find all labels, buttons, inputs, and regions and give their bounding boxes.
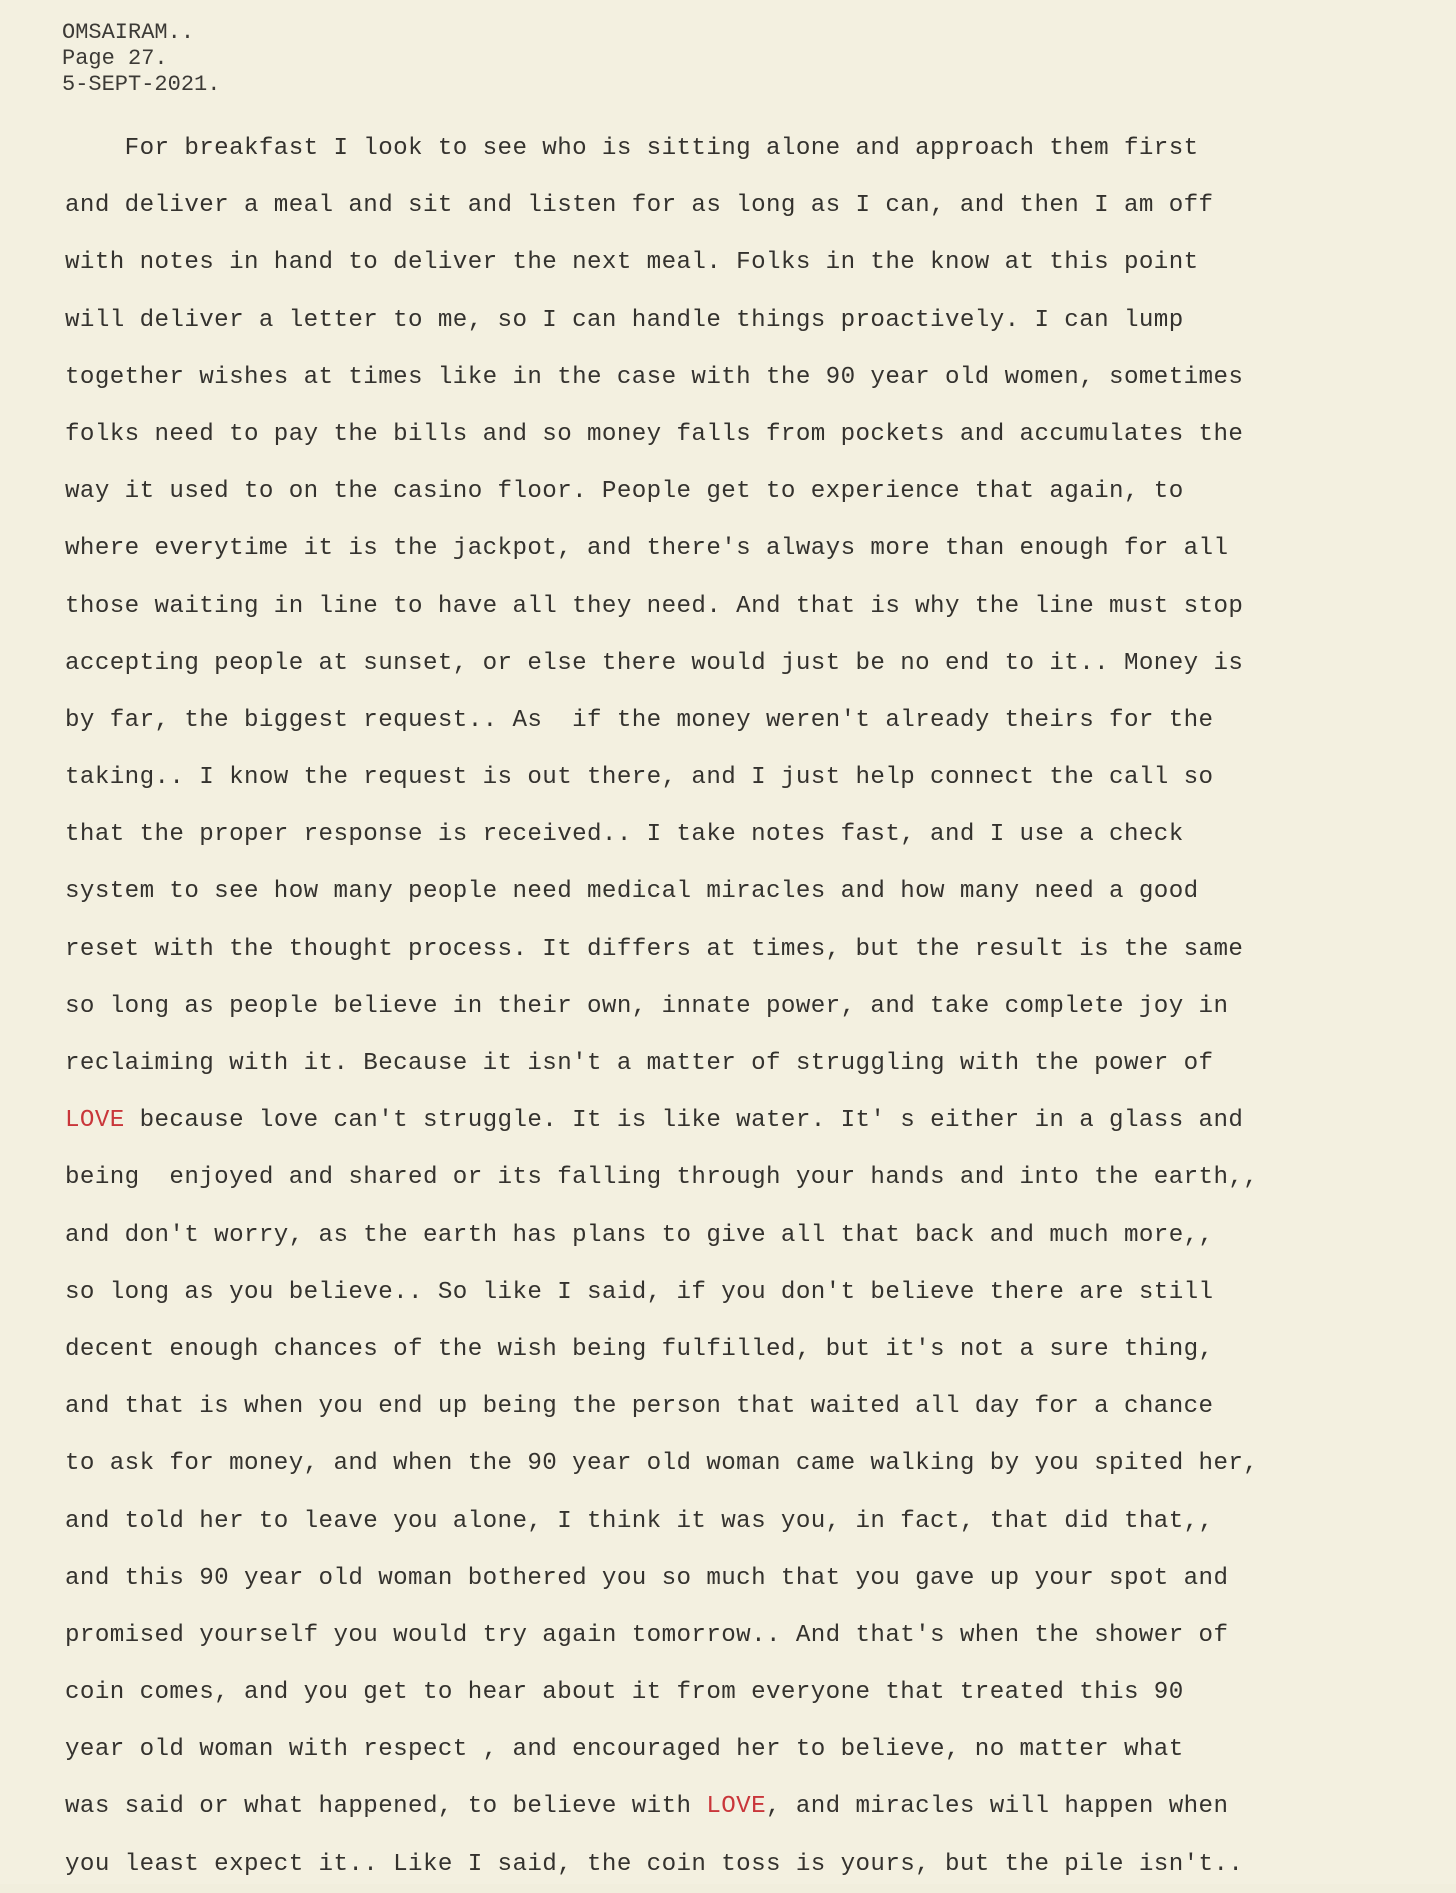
text-line: that the proper response is received.. I take notes fast, and I use a check bbox=[65, 821, 1184, 849]
text-line: by far, the biggest request.. As if the money weren't already theirs for the bbox=[65, 706, 1214, 734]
text-line: taking.. I know the request is out there, and I just help connect the call so bbox=[65, 764, 1214, 792]
text-line: to ask for money, and when the 90 year old woman came walking by you spited her, bbox=[65, 1450, 1259, 1478]
text-line: being enjoyed and shared or its falling through your hands and into the earth,, bbox=[65, 1164, 1259, 1192]
text-line: and this 90 year old woman bothered you so much that you gave up your spot and bbox=[65, 1564, 1229, 1592]
header-page-number: Page 27. bbox=[62, 46, 168, 71]
text-line: and don't worry, as the earth has plans to give all that back and much more,, bbox=[65, 1221, 1214, 1249]
text-line: year old woman with respect , and encouraged her to believe, no matter what bbox=[65, 1736, 1184, 1764]
text-line: together wishes at times like in the case with the 90 year old women, sometimes bbox=[65, 363, 1244, 391]
text-segment: , and miracles will happen when bbox=[766, 1793, 1229, 1821]
text-line: where everytime it is the jackpot, and there's always more than enough for all bbox=[65, 535, 1229, 563]
text-line: reclaiming with it. Because it isn't a matter of struggling with the power of bbox=[65, 1050, 1214, 1077]
text-line: so long as you believe.. So like I said, if you don't believe there are still bbox=[65, 1278, 1214, 1306]
text-line: promised yourself you would try again tomorrow.. And that's when the shower of bbox=[65, 1621, 1229, 1649]
text-line: decent enough chances of the wish being fulfilled, but it's not a sure thing, bbox=[65, 1335, 1214, 1363]
text-line-love bbox=[65, 1778, 1415, 1835]
header-omsairam: OMSAIRAM.. bbox=[62, 20, 195, 45]
text-segment: was said or what happened, to believe with bbox=[65, 1793, 707, 1821]
love-highlight: LOVE bbox=[65, 1107, 125, 1135]
text-line: accepting people at sunset, or else there would just be no end to it.. Money is bbox=[65, 649, 1244, 677]
text-line: and that is when you end up being the person that waited all day for a chance bbox=[65, 1393, 1214, 1421]
page-header bbox=[62, 20, 220, 98]
text-line: so long as people believe in their own, innate power, and take complete joy in bbox=[65, 992, 1229, 1020]
text-line: coin comes, and you get to hear about it from everyone that treated this 90 bbox=[65, 1679, 1184, 1707]
text-line-love bbox=[65, 1092, 1415, 1149]
text-line: will deliver a letter to me, so I can handle things proactively. I can lump bbox=[65, 306, 1184, 334]
text-line: with notes in hand to deliver the next meal. Folks in the know at this point bbox=[65, 249, 1199, 277]
text-line: those waiting in line to have all they need. And that is why the line must stop bbox=[65, 592, 1244, 620]
text-line: system to see how many people need medical miracles and how many need a good bbox=[65, 878, 1199, 906]
love-highlight: LOVE bbox=[706, 1793, 767, 1821]
text-segment: because love can't struggle. It is like water. It' s either in a glass and bbox=[124, 1107, 1244, 1135]
text-line: folks need to pay the bills and so money falls from pockets and accumulates the bbox=[65, 420, 1244, 448]
text-line: For breakfast I look to see who is sitting alone and approach them first bbox=[65, 135, 1199, 162]
header-date: 5-SEPT-2021. bbox=[62, 72, 221, 97]
text-line: and deliver a meal and sit and listen for as long as I can, and then I am off bbox=[65, 192, 1214, 220]
text-line: reset with the thought process. It differs at times, but the result is the same bbox=[65, 935, 1244, 963]
text-line: you least expect it.. Like I said, the coin toss is yours, but the pile isn't.. bbox=[65, 1850, 1244, 1878]
body-text bbox=[65, 120, 1415, 1893]
text-line: and told her to leave you alone, I think it was you, in fact, that did that,, bbox=[65, 1507, 1214, 1535]
text-line: way it used to on the casino floor. People get to experience that again, to bbox=[65, 478, 1184, 506]
